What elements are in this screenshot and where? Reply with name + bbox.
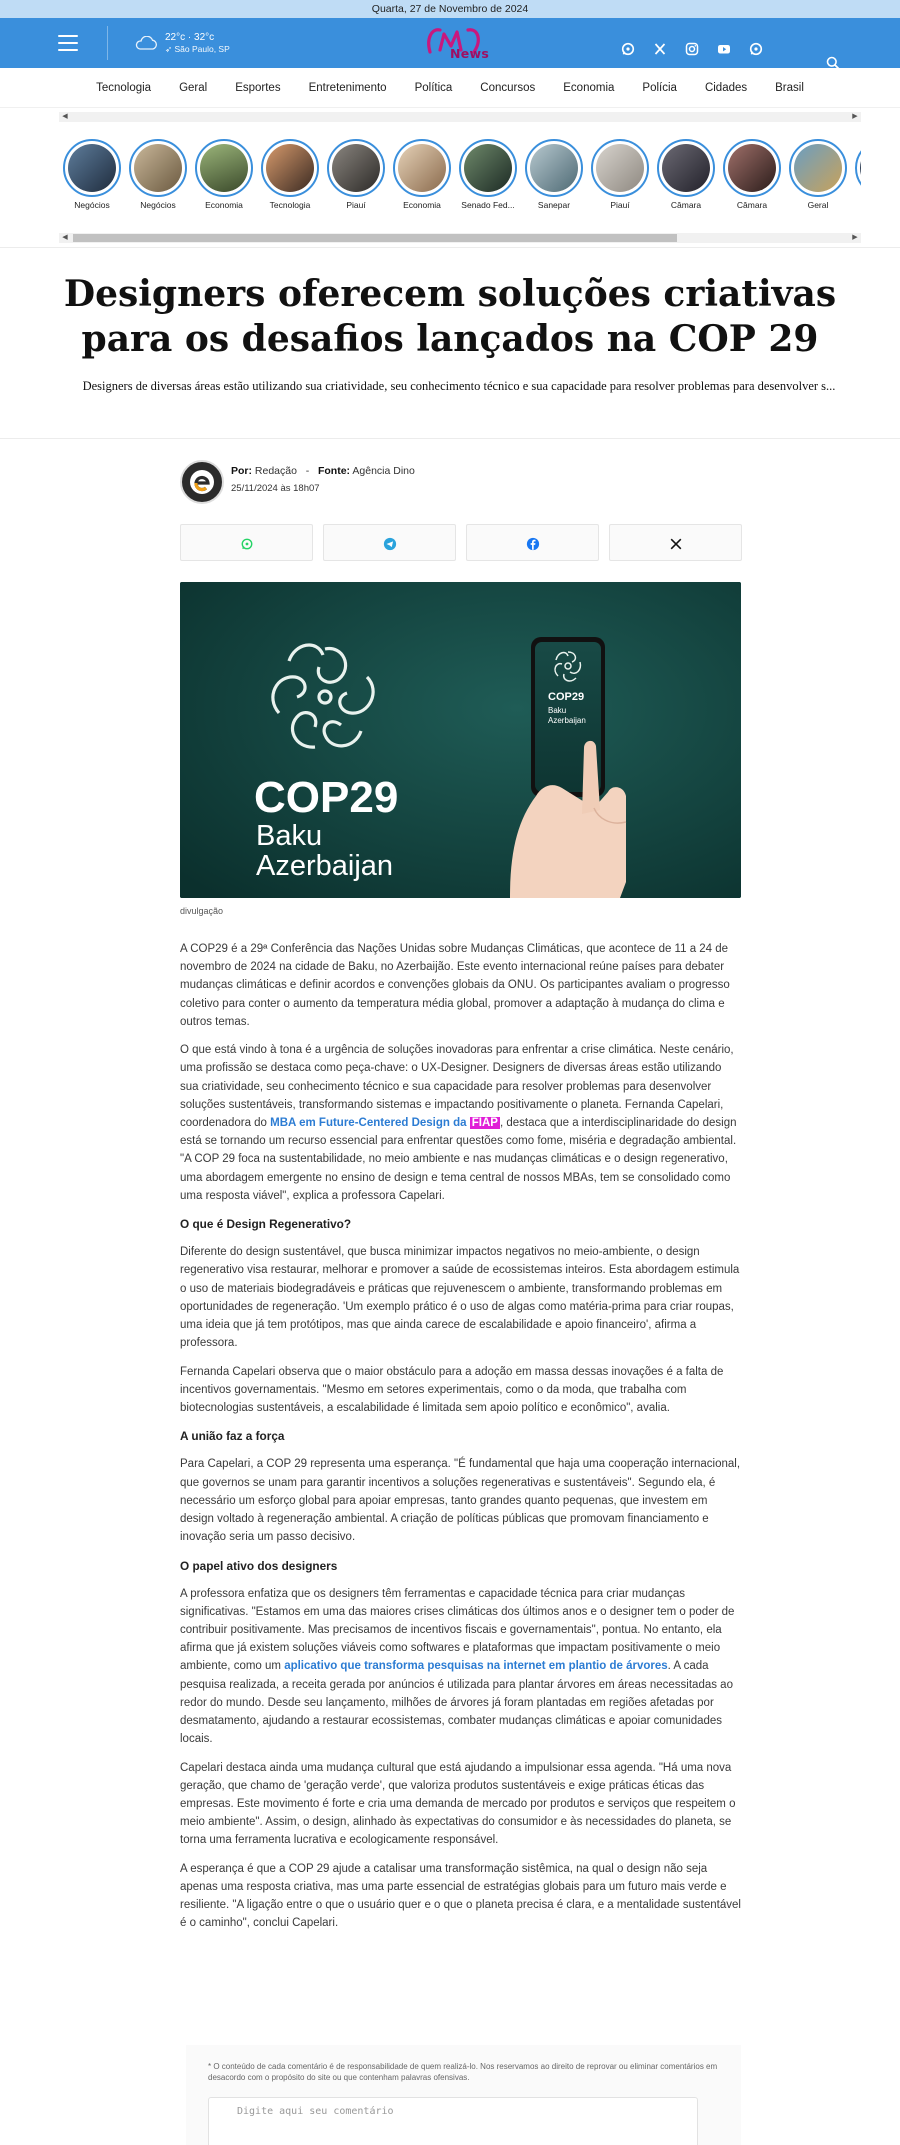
image-caption: divulgação [180,906,224,916]
story-label: Economia [403,200,441,210]
scrollbar-thumb[interactable] [73,234,677,242]
nav-tecnologia[interactable]: Tecnologia [96,81,152,94]
paragraph-text: . A cada pesquisa realizada, a receita gerada por anúncios é utilizada para plantar árvores em áreas necessitadas ao redor do mundo. Desde seu lançamento, milhões de árvores já foram plantadas em regiões afetadas por desmatamento, ajudando a restaurar ecossistemas, combater mudanças climáticas e apoiar comunidades locais. [180,1660,733,1746]
section-heading: O que é Design Regenerativo? [180,1217,352,1232]
x-icon [669,537,683,551]
byline-separator: - [299,465,316,477]
comment-placeholder: Digite aqui seu comentário [237,2106,394,2117]
top-date-bar: Quarta, 27 de Novembro de 2024 [0,0,900,18]
phone-city-text: Baku [548,706,567,715]
telegram-icon [383,537,397,551]
comments-section [186,2045,741,2145]
story-thumbnail [464,144,512,192]
search-icon[interactable] [826,56,840,70]
header-divider [107,26,108,60]
whatsapp-icon[interactable] [620,41,636,57]
hero-cop-text: COP29 [254,773,399,822]
story-thumbnail [596,144,644,192]
story-item[interactable] [587,139,653,210]
story-thumbnail [332,144,380,192]
author-source-line [231,465,415,477]
author-avatar [180,460,224,504]
story-item[interactable] [653,139,719,210]
story-item[interactable] [191,139,257,210]
article-date: 25/11/2024 às 18h07 [231,483,320,494]
story-item[interactable] [785,139,851,210]
facebook-icon [526,537,540,551]
article-paragraph [180,1041,741,1205]
youtube-icon[interactable] [716,41,732,57]
mba-link[interactable]: MBA em Future-Centered Design da [270,1117,467,1130]
hero-city-text: Baku [256,820,323,852]
article-byline [180,460,740,504]
share-whatsapp-button[interactable] [180,524,313,561]
weather-temps: 22°c · 32°c [165,32,215,43]
story-label: Tecnologia [269,200,311,210]
scroll-left-arrow-icon[interactable]: ◀ [62,234,68,241]
article-paragraph: A COP29 é a 29ª Conferência das Nações Unidas sobre Mudanças Climáticas, que acontece de 11 a 24 de novembro de 2024 na cidade de Baku, no Azerbaijão. Este evento internacional reúne países para debater mudanças climáticas e definir acordos e convenções globais da ONU. Os participantes avaliam o progresso coletivo para conter o aumento da temperatura média global, promover a adaptação à mudança do clima e outros temas. [180,943,730,1028]
article-paragraph [180,1585,741,1749]
share-facebook-button[interactable] [466,524,599,561]
scroll-left-arrow-icon[interactable]: ◀ [62,113,68,120]
story-label: Sanepar [537,200,571,210]
article-paragraph: Capelari destaca ainda uma mudança cultural que está ajudando a impulsionar essa agenda. "Há uma nova geração, que chamo de 'geração verde', que valoriza produtos sustentáveis e exige práticas éticas das empresas. Este movimento é forte e cria uma demanda de mercado por produtos e serviços que respeitem o meio ambiente". Assim, o design, alinhado às expectativas do consumidor e às necessidades do planeta, se torna uma ferramenta lucrativa e ecologicamente responsável. [180,1761,736,1847]
story-thumbnail [134,144,182,192]
stories-scrollbar-bottom[interactable] [59,233,861,243]
section-divider [0,438,900,439]
story-label: Câmara [670,200,702,210]
instagram-icon[interactable] [684,41,700,57]
weather-city-name: São Paulo, SP [174,44,230,54]
section-heading: O papel ativo dos designers [180,1558,338,1573]
logo-text: News [450,46,490,61]
app-link[interactable]: aplicativo que transforma pesquisas na internet em plantio de árvores [284,1660,668,1673]
story-item[interactable] [323,139,389,210]
story-thumbnail [200,144,248,192]
story-item[interactable] [521,139,587,210]
cloud-icon [134,36,158,50]
article-title: Designers oferecem soluções criativas para os desafios lançados na COP 29 [63,273,837,360]
hero-country-text: Azerbaijan [256,850,394,882]
article-paragraph: Diferente do design sustentável, que busca minimizar impactos negativos no meio-ambiente, o design regenerativo visa restaurar, melhorar e promover a saúde de ecossistemas inteiros. Esta abordagem estimula o uso de materiais biodegradáveis e práticas que rejuvenescem o ambiente, transformando problemas em oportunidades de regeneração. 'Um exemplo prático é o uso de algas como matéria-prima para criar roupas, uma ideia que já tem protótipos, mas que ainda carece de escalabilidade e apoio financeiro', afirma a professora. [180,1246,740,1350]
location-icon: ➶ [165,44,175,54]
paragraph-text: , destaca que a interdisciplinaridade do design está se tornando um recurso essencial para enfrentar questões como fome, miséria e degradação ambiental. "A COP 29 foca na sustentabilidade, no meio ambiente e nas mudanças climáticas e o design regenerativo, uma abordagem emergente no ensino de design e tema central de nossos MBAs, tem se consolidado como uma resposta viável", explica a professora Capelari. [180,1117,737,1202]
site-logo[interactable] [424,24,504,64]
story-item-partial[interactable] [851,139,861,197]
article-body [180,940,741,1943]
story-label: Negócios [140,200,176,210]
x-icon[interactable] [652,41,668,57]
whatsapp-icon [240,537,254,551]
story-item[interactable] [257,139,323,210]
cop29-illustration [180,582,741,898]
article-paragraph: Fernanda Capelari observa que o maior obstáculo para a adoção em massa dessas inovações é a falta de incentivos governamentais. "Mesmo em setores experimentais, como o da moda, que trabalha com biotecnologias sustentáveis, a escalabilidade é limitada sem apoio político e econômico", avalia. [180,1365,724,1415]
story-label: Piauí [610,200,630,210]
story-label: Negócios [74,200,110,210]
nav-policia[interactable]: Polícia [642,81,677,94]
scroll-right-arrow-icon[interactable]: ▶ [852,234,858,241]
fiap-highlight-link[interactable]: FIAP [471,1117,498,1130]
story-label: Economia [205,200,243,210]
article-paragraph: Para Capelari, a COP 29 representa uma esperança. "É fundamental que haja uma cooperação internacional, que governos se unam para garantir incentivos a soluções regenerativas e sustentáveis". Segundo ela, é necessário um esforço global para apoiar empresas, tanto grandes quanto pequenas, que investem em design voltado à regeneração ambiental. A criação de políticas públicas que promovam financiamento e inovação seria um passo decisivo. [180,1458,741,1544]
story-thumbnail [794,144,842,192]
story-item[interactable] [455,139,521,210]
story-thumbnail [728,144,776,192]
story-label: Geral [807,200,829,210]
nav-entretenimento[interactable]: Entretenimento [308,81,387,94]
article-hero-image [180,582,741,898]
phone-country-text: Azerbaijan [548,716,586,725]
story-thumbnail [398,144,446,192]
story-item[interactable] [719,139,785,210]
weather-city [165,44,230,55]
author-label: Por: [231,465,252,477]
article-paragraph: A esperança é que a COP 29 ajude a catalisar uma transformação sistêmica, na qual o design não seja apenas uma resposta criativa, mas uma parte essencial de estratégias globais para um futuro mais verde e resiliente. "A ligação entre o que o usuário quer e o que o planeta precisa é clara, e a mentalidade sustentável é o caminho", conclui Capelari. [180,1862,741,1930]
share-x-button[interactable] [609,524,742,561]
source-label: Fonte: [317,465,351,477]
author-logo-icon [182,462,222,502]
site-header [0,18,900,68]
share-telegram-button[interactable] [323,524,456,561]
whatsapp-icon[interactable] [748,41,764,57]
story-item[interactable] [389,139,455,210]
story-label: Câmara [736,200,768,210]
nav-cidades[interactable]: Cidades [704,81,748,94]
story-label: Senado Fed... [461,200,515,210]
nav-politica[interactable]: Política [414,81,453,94]
story-thumbnail [860,144,861,192]
article-subtitle: Designers de diversas áreas estão utilizando sua criatividade, seu conhecimento técnico e sua capacidade para resolver problemas para desenvolver s... [82,379,836,393]
story-thumbnail [530,144,578,192]
author-name: Redação [254,465,297,477]
paragraph-text: O que está vindo à tona é a urgência de soluções inovadoras para enfrentar a crise climática. Neste cenário, uma profissão se destaca como peça-chave: o UX-Designer. Designers de diversas áreas estão utilizando sua criatividade, seu conhecimento técnico e sua capacidade para resolver problemas para desenvolver soluções sustentáveis, transformando sistemas e impactando positivamente o planeta. Fernanda Capelari, coordenadora do [180,1044,734,1130]
nav-esportes[interactable]: Esportes [235,81,281,94]
menu-icon[interactable] [58,35,78,51]
nav-geral[interactable]: Geral [179,81,208,94]
stories-carousel [59,139,861,211]
nav-concursos[interactable]: Concursos [480,81,536,94]
nav-economia[interactable]: Economia [563,81,615,94]
phone-cop-text: COP29 [548,691,585,703]
story-thumbnail [662,144,710,192]
section-heading: A união faz a força [180,1429,285,1444]
story-thumbnail [266,144,314,192]
comments-disclaimer: * O conteúdo de cada comentário é de responsabilidade de quem realizá-lo. Nos reservamos ao direito de reprovar ou eliminar comentários em desacordo com o propósito do site ou que contenham palavras ofensivas. [208,2062,718,2082]
paragraph-text: A professora enfatiza que os designers têm ferramentas e capacidade técnica para criar mudanças significativas. "Estamos em uma das maiores crises climáticas dos últimos anos e o designer tem o poder de contribuir positivamente. Mas precisamos de incentivos fiscais e governamentais", pontua. No entanto, ela afirma que já existem soluções viáveis como softwares e plataformas que impactam positivamente o meio ambiente, como um [180,1587,735,1673]
stories-scrollbar-top[interactable] [59,112,861,122]
section-divider [0,247,900,248]
comment-input[interactable] [208,2097,698,2145]
nav-brasil[interactable]: Brasil [775,81,804,94]
story-item[interactable] [125,139,191,210]
story-label: Piauí [346,200,366,210]
story-item[interactable] [59,139,125,210]
story-thumbnail [68,144,116,192]
source-name: Agência Dino [352,465,415,477]
category-nav [0,68,900,108]
scroll-right-arrow-icon[interactable]: ▶ [852,113,858,120]
